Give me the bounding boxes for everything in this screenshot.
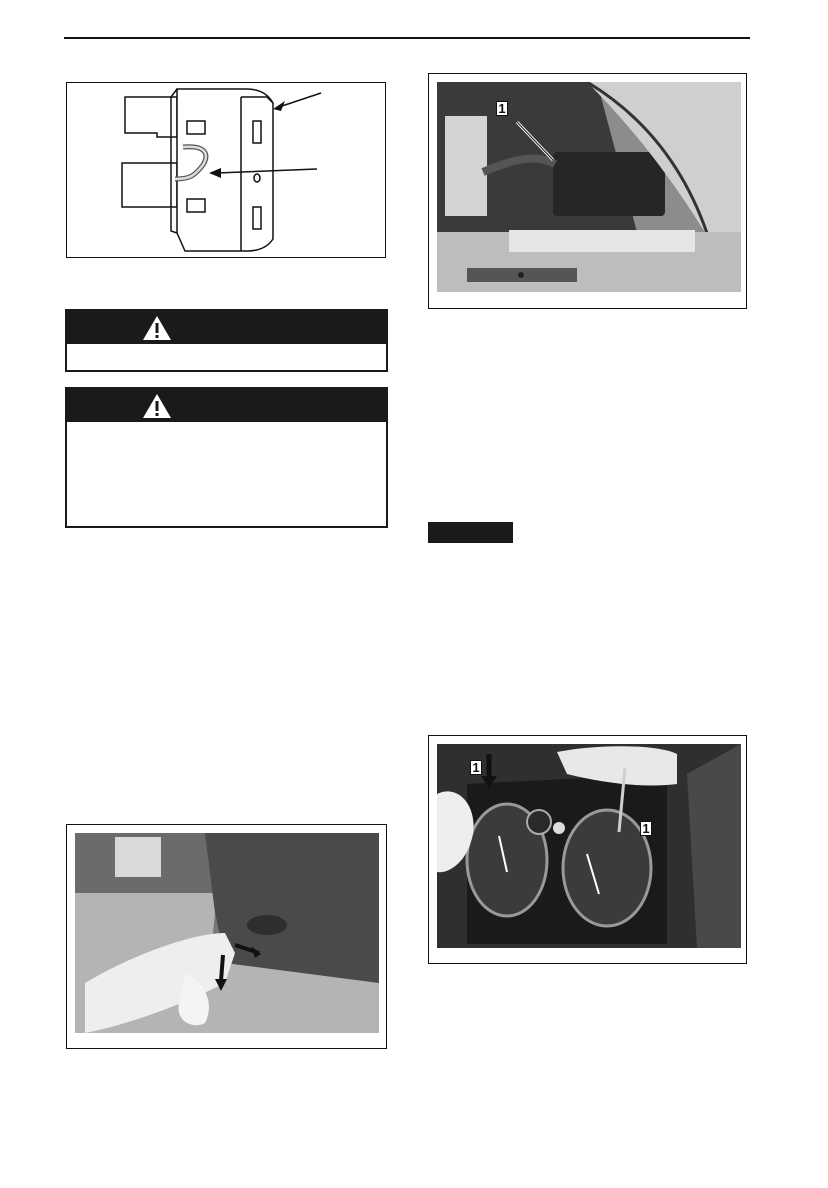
warning-triangle-icon [141, 392, 173, 420]
panel-removal-photo-figure [66, 824, 387, 1049]
callout-label: 1 [640, 821, 652, 836]
gauge-cluster-photo-figure [428, 735, 747, 964]
ecm-box-photo [437, 82, 741, 292]
warning-header [67, 389, 386, 422]
warning-box-one [65, 309, 388, 372]
warning-header [67, 311, 386, 344]
callout-label: 1 [470, 760, 482, 775]
callout-label: 1 [496, 101, 508, 116]
notice-tag [428, 522, 513, 543]
gauge-cluster-photo [437, 744, 741, 948]
warning-triangle-icon [141, 314, 173, 342]
fuse-icon [67, 83, 385, 257]
header-rule [64, 37, 750, 39]
panel-removal-photo [75, 833, 379, 1033]
fuse-diagram-figure [66, 82, 386, 258]
ecm-box-photo-figure [428, 73, 747, 309]
warning-box-two [65, 387, 388, 528]
